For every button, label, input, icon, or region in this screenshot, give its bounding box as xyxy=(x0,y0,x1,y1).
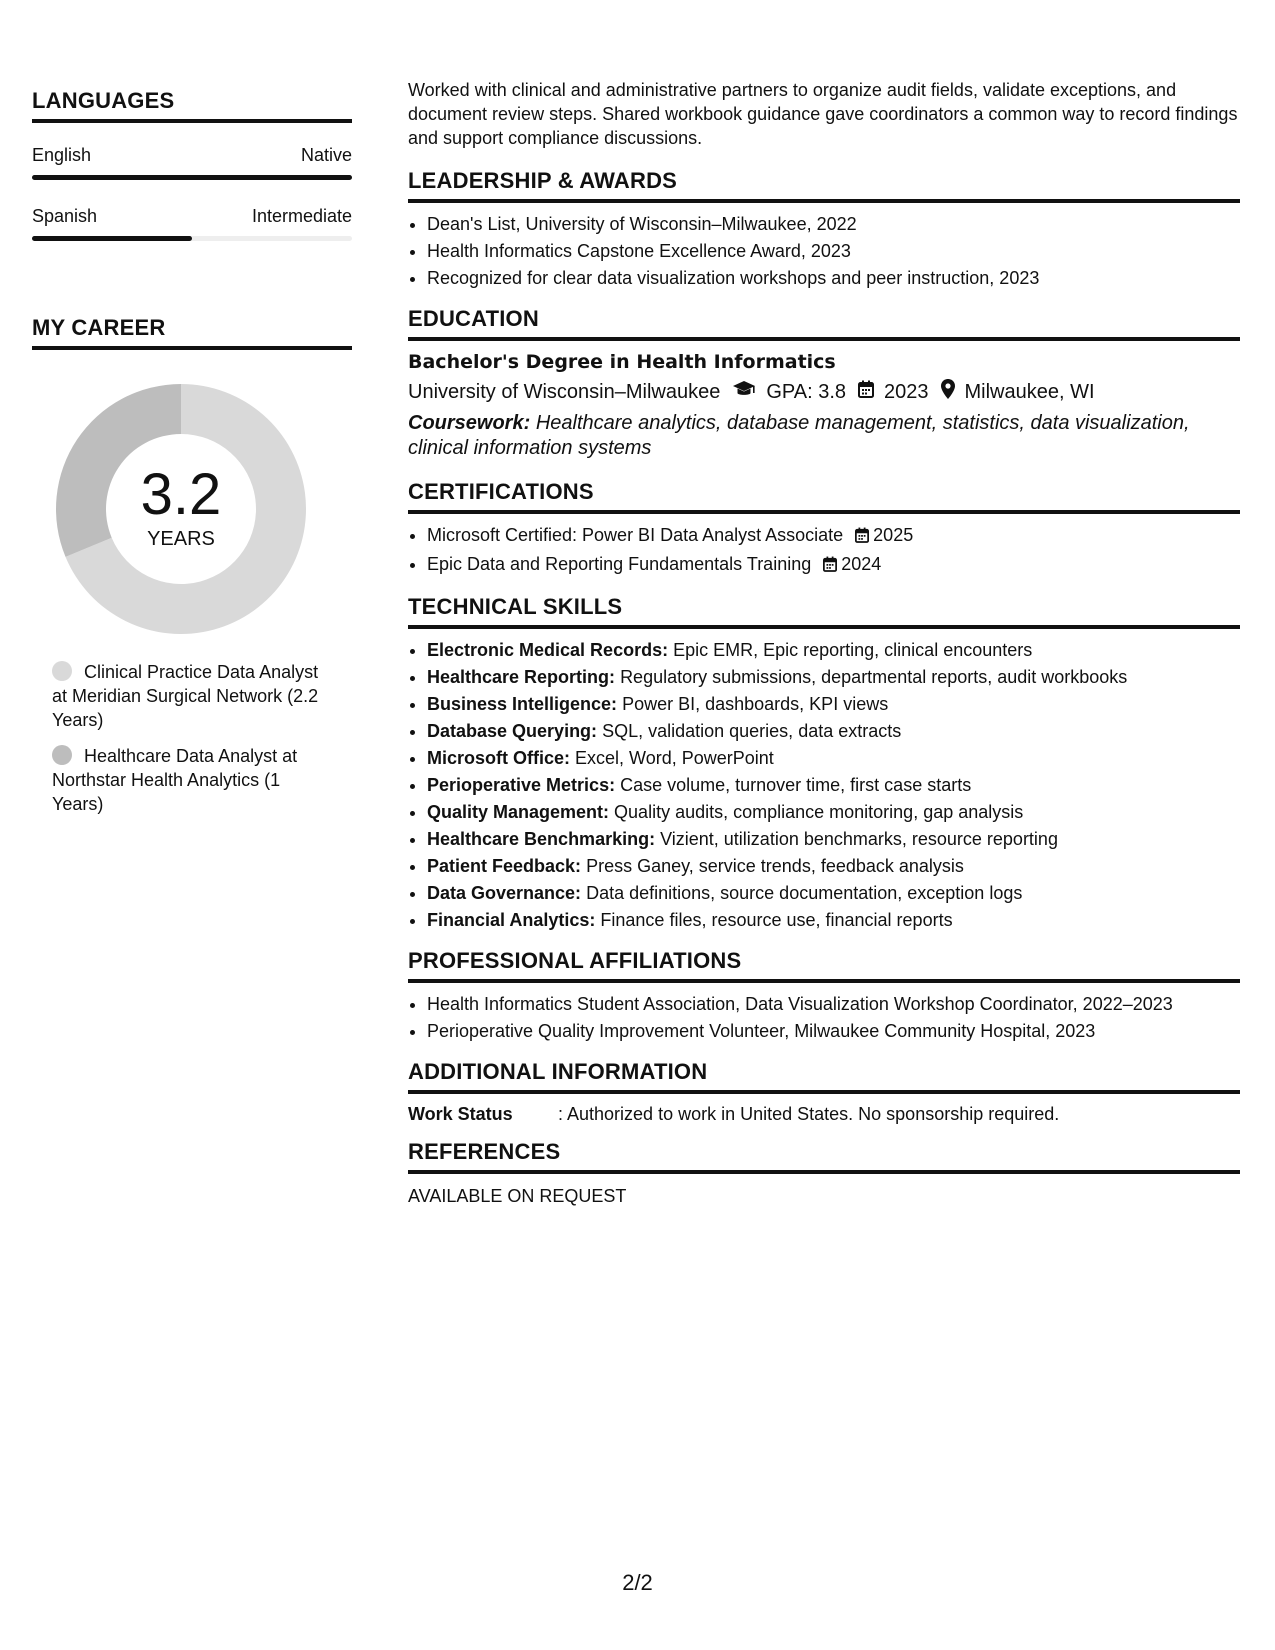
certification-item xyxy=(427,551,1240,580)
skill-value: Regulatory submissions, departmental reports, audit workbooks xyxy=(620,667,1128,687)
legend-label: Clinical Practice Data Analyst at Meridian Surgical Network (2.2 Years) xyxy=(52,662,319,730)
skill-label: Healthcare Benchmarking: xyxy=(427,829,656,849)
skill-label: Financial Analytics: xyxy=(427,910,596,930)
calendar-icon xyxy=(858,380,874,404)
skill-item xyxy=(427,826,1240,853)
certification-year: 2025 xyxy=(873,525,914,545)
list-item: • Health Informatics Capstone Excellence Award, 2023 xyxy=(427,238,1240,265)
degree-title: Bachelor's Degree in Health Informatics xyxy=(408,351,836,373)
leadership-list xyxy=(408,211,1240,292)
career-total-value: 3.2 xyxy=(140,462,222,527)
career-legend xyxy=(52,660,322,816)
language-proficiency-fill xyxy=(32,236,192,241)
coursework-label: Coursework: xyxy=(408,412,531,434)
skill-label: Business Intelligence: xyxy=(427,694,618,714)
work-status-label: Work Status xyxy=(408,1104,513,1124)
skill-label: Electronic Medical Records: xyxy=(427,640,669,660)
skill-label: Database Querying: xyxy=(427,721,598,741)
sidebar xyxy=(32,88,352,828)
work-status-row xyxy=(408,1104,1240,1125)
list-item: • Health Informatics Student Association, Data Visualization Workshop Coordinator, 2022–2023 xyxy=(427,991,1240,1018)
skill-label: Perioperative Metrics: xyxy=(427,775,616,795)
skill-item xyxy=(427,637,1240,664)
language-level: Intermediate xyxy=(251,206,352,226)
skill-value: SQL, validation queries, data extracts xyxy=(602,721,902,741)
language-name: Spanish xyxy=(32,206,98,226)
education-heading: EDUCATION xyxy=(408,306,1240,341)
location-pin-icon xyxy=(941,379,955,405)
skill-item xyxy=(427,907,1240,934)
affiliations-list xyxy=(408,991,1240,1045)
legend-label: Healthcare Data Analyst at Northstar Health Analytics (1 Years) xyxy=(52,746,298,814)
skill-value: Power BI, dashboards, KPI views xyxy=(622,694,889,714)
legend-dot-icon xyxy=(52,661,72,681)
career-donut-center xyxy=(56,384,306,634)
language-proficiency-fill xyxy=(32,175,352,180)
skill-value: Case volume, turnover time, first case starts xyxy=(620,775,972,795)
career-heading: MY CAREER xyxy=(32,315,352,350)
skill-value: Quality audits, compliance monitoring, gap analysis xyxy=(614,802,1024,822)
skill-value: Data definitions, source documentation, exception logs xyxy=(586,883,1023,903)
career-total-unit: YEARS xyxy=(147,528,215,550)
skill-item xyxy=(427,664,1240,691)
career-donut-chart xyxy=(56,384,306,634)
graduation-year: 2023 xyxy=(884,380,929,403)
additional-info-heading: ADDITIONAL INFORMATION xyxy=(408,1059,1240,1094)
certification-name: Microsoft Certified: Power BI Data Analyst Associate xyxy=(427,525,844,545)
skill-value: Finance files, resource use, financial reports xyxy=(600,910,953,930)
references-heading: REFERENCES xyxy=(408,1139,1240,1174)
skill-item xyxy=(427,853,1240,880)
list-item: • Perioperative Quality Improvement Volunteer, Milwaukee Community Hospital, 2023 xyxy=(427,1018,1240,1045)
leadership-heading: LEADERSHIP & AWARDS xyxy=(408,168,1240,203)
skill-label: Data Governance: xyxy=(427,883,582,903)
skill-value: Excel, Word, PowerPoint xyxy=(575,748,774,768)
certifications-list xyxy=(408,522,1240,580)
language-proficiency-bar xyxy=(32,236,352,241)
experience-summary: Worked with clinical and administrative partners to organize audit fields, validate exceptions, and document review steps. Shared workbook guidance gave coordinators a common way to record findings and support compliance discussions. xyxy=(408,80,1238,148)
language-name: English xyxy=(32,145,92,165)
graduation-cap-icon xyxy=(732,380,756,404)
affiliations-heading: PROFESSIONAL AFFILIATIONS xyxy=(408,948,1240,983)
language-proficiency-bar xyxy=(32,175,352,180)
education-meta xyxy=(408,379,1240,405)
technical-skills-list xyxy=(408,637,1240,934)
technical-skills-heading: TECHNICAL SKILLS xyxy=(408,594,1240,629)
calendar-icon xyxy=(855,524,869,551)
skill-item xyxy=(427,880,1240,907)
skill-item xyxy=(427,718,1240,745)
skill-item xyxy=(427,691,1240,718)
language-item xyxy=(32,206,352,241)
certification-name: Epic Data and Reporting Fundamentals Training xyxy=(427,554,812,574)
main-content xyxy=(408,78,1240,1207)
coursework xyxy=(408,411,1240,461)
work-status-value: : Authorized to work in United States. No sponsorship required. xyxy=(558,1104,1060,1124)
skill-label: Microsoft Office: xyxy=(427,748,571,768)
certification-item xyxy=(427,522,1240,551)
skill-value: Epic EMR, Epic reporting, clinical encounters xyxy=(673,640,1033,660)
coursework-text: Healthcare analytics, database management, statistics, data visualization, clinical information systems xyxy=(408,412,1190,459)
skill-value: Press Ganey, service trends, feedback analysis xyxy=(586,856,964,876)
career-legend-item xyxy=(52,660,322,732)
skill-value: Vizient, utilization benchmarks, resource reporting xyxy=(660,829,1058,849)
skill-label: Patient Feedback: xyxy=(427,856,582,876)
legend-dot-icon xyxy=(52,745,72,765)
list-item: • Dean's List, University of Wisconsin–Milwaukee, 2022 xyxy=(427,211,1240,238)
skill-item xyxy=(427,772,1240,799)
page-number: 2/2 xyxy=(622,1570,653,1595)
language-item xyxy=(32,145,352,180)
skill-item xyxy=(427,799,1240,826)
languages-heading: LANGUAGES xyxy=(32,88,352,123)
list-item: • Recognized for clear data visualization workshops and peer instruction, 2023 xyxy=(427,265,1240,292)
certifications-heading: CERTIFICATIONS xyxy=(408,479,1240,514)
certification-year: 2024 xyxy=(841,554,882,574)
school-name: University of Wisconsin–Milwaukee xyxy=(408,380,721,403)
skill-item xyxy=(427,745,1240,772)
gpa: GPA: 3.8 xyxy=(766,380,846,403)
skill-label: Healthcare Reporting: xyxy=(427,667,616,687)
skill-label: Quality Management: xyxy=(427,802,610,822)
career-legend-item xyxy=(52,744,322,816)
school-location: Milwaukee, WI xyxy=(964,380,1095,403)
references-text: AVAILABLE ON REQUEST xyxy=(408,1186,627,1206)
calendar-icon xyxy=(823,553,837,580)
language-level: Native xyxy=(300,145,352,165)
